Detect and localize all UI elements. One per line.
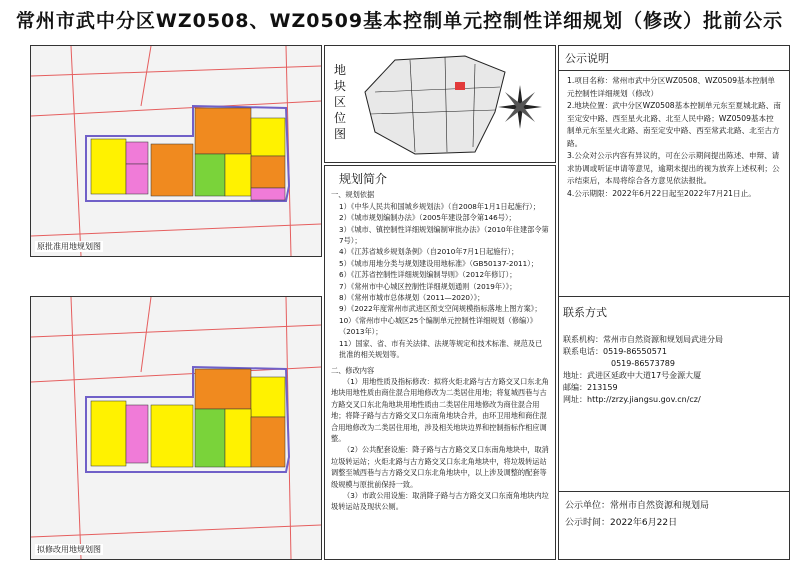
publishing-date: 公示时间：2022年6月22日 [565,518,678,528]
original-map-drawing [31,46,321,256]
basis-title: 一、规划依据 [331,190,375,200]
content-item: （1）用地性质及指标修改：拟将火炬北路与古方路交叉口东北角地块用地性质由商住混合用地修改为二类居住用地；将复城西巷与古方路交叉口东北角地块用地性质由二类居住用地修改为商住混合用地；将降子路与古方路交叉口东南角地块合并，由环卫用地和商住混合用地修改为二类居住用地，涉及相关地块边界和控制指标作相应调整。 [331,376,549,443]
contact-section [559,304,789,406]
content-item: （3）市政公用设施：取消降子路与古方路交叉口东南角地块内垃圾转运站及现状公厕。 [331,490,549,512]
basis-item: 4）《江苏省城乡规划条例》（自2010年7月1日起施行）； [339,247,519,257]
proposed-map-drawing [31,297,321,559]
basis-item: 7）《常州市中心城区控制性详细规划通则（2019年）》； [339,281,517,291]
location-map-drawing [355,52,551,158]
contact-phone: 联系电话：0519-86550571 [563,347,667,356]
original-map-label: 原批准用地规划图 [37,242,101,251]
contact-postcode: 邮编：213159 [563,383,618,392]
original-landuse-map [30,45,322,257]
basis-item: 9）《2022年度常州市武进区预支空间规模指标落地上图方案》； [339,304,542,314]
proposed-map-label: 拟修改用地规划图 [37,545,101,554]
notice-heading: 公示说明 [559,46,789,71]
basis-item: 10）《常州市中心城区25个编制单元控制性详细规划（修编）》（2013年）； [339,315,537,337]
location-map-panel [324,45,556,163]
plan-heading: 规划简介 [339,172,388,186]
notice-panel [558,45,790,560]
basis-item: 8）《常州市城市总体规划（2011—2020）》； [339,293,485,303]
compass-icon [498,85,542,129]
divider [559,296,789,297]
notice-item: 2.地块位置：武中分区WZ0508基本控制单元东至夏城北路、南至定安中路、西至星火北路、北至人民中路；WZ0509基本控制单元东至星火北路、南至定安中路、西至常武北路、北至古方路。 [567,101,781,148]
contact-heading: 联系方式 [563,306,607,319]
notice-item: 4.公示期限：2022年6月22日起至2022年7月21日止。 [567,188,756,198]
notice-item: 1.项目名称：常州市武中分区WZ0508、WZ0509基本控制单元控制性详细规划（修改） [567,76,776,98]
contact-org: 联系机构：常州市自然资源和规划局武进分局 [563,335,723,344]
basis-item: 11）国家、省、市有关法律、法规等规定和技术标准、规范及已批准的相关规划等。 [339,338,543,360]
basis-item: 2）《城市规划编制办法》（2005年建设部令第146号）； [339,213,516,223]
basis-item: 3）《城市、镇控制性详细规划编制审批办法》（2010年住建部令第7号）； [339,224,549,246]
basis-item: 1）《中华人民共和国城乡规划法》（自2008年1月1日起施行）； [339,201,540,211]
proposed-landuse-map [30,296,322,560]
basis-item: 5）《城市用地分类与规划建设用地标准》（GB50137-2011）； [339,258,538,268]
notice-item: 3.公众对公示内容有异议的，可在公示期间提出陈述、申辩、请求协调或听证申请等意见，逾期未提出的视为放弃上述权利；公示结束后，本局将综合各方意见依法报批。 [567,151,780,185]
divider [559,491,789,492]
location-map-label: 地块区位图 [333,63,346,141]
contact-phone-2: 0519-86573789 [611,359,675,368]
content-title: 二、修改内容 [331,365,375,375]
contact-website[interactable]: 网址：http://zrzy.jiangsu.gov.cn/cz/ [563,395,701,404]
content-item: （2）公共配套设施：降子路与古方路交叉口东南角地块中，取消垃圾转运站；火炬北路与古方路交叉口东北角地块中，将垃圾转运站调整至城西巷与古方路交叉口东北角地块中，以上涉及调整的配套等级规模与原批前保持一致。 [331,445,549,489]
contact-address: 地址：武进区延政中大道17号金源大厦 [563,371,702,380]
plan-intro-panel [324,165,556,560]
publishing-unit: 公示单位：常州市自然资源和规划局 [565,501,710,511]
basis-item: 6）《江苏省控制性详细规划编制导则》（2012年修订）； [339,270,517,280]
page-title: 常州市武中分区WZ0508、WZ0509基本控制单元控制性详细规划（修改）批前公示 [15,9,784,32]
